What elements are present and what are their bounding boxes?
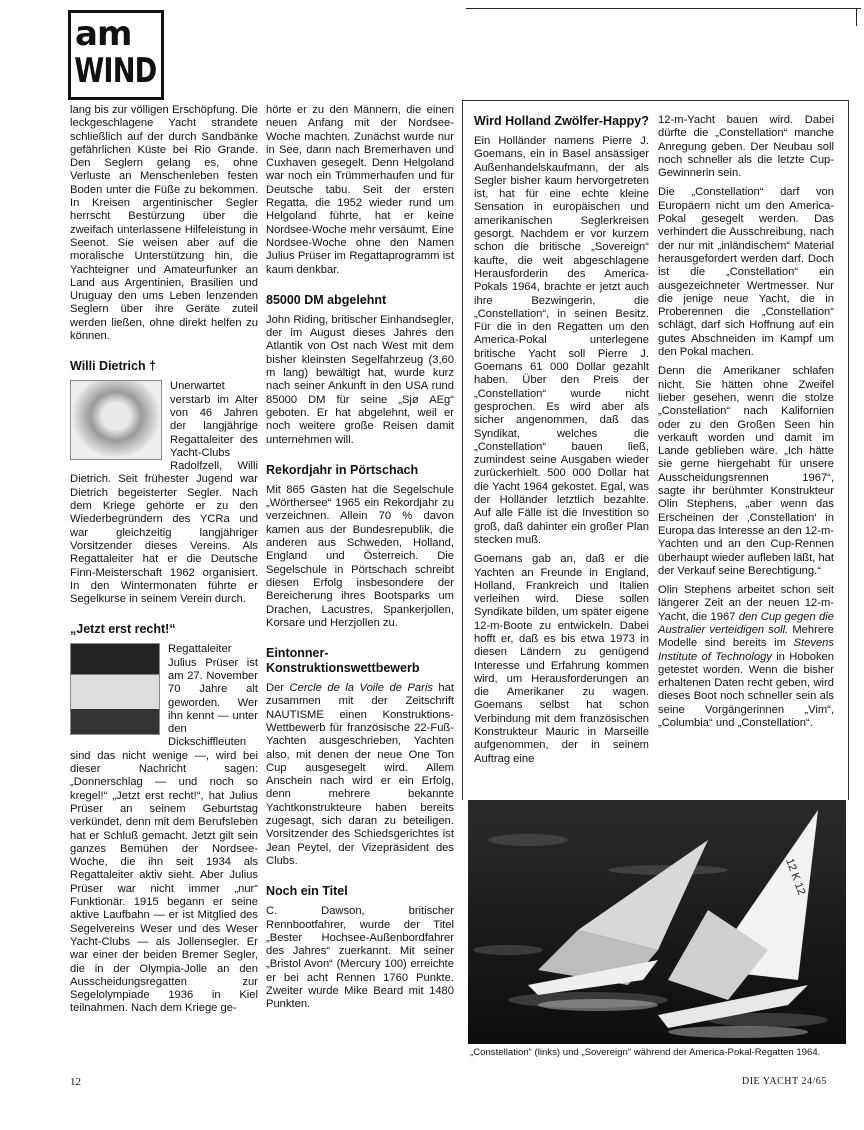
magazine-issue: DIE YACHT 24/65: [742, 1076, 827, 1087]
article-holland-4: Die „Constellation“ darf von Europäern nicht um den America-Pokal gesegelt werden. Das verhindert die Ausschreibung, nach der nur mit „inländischem“ Material herausgefordert werden darf. Doch ist die „Constellation“ ein ausgezeichneter Wertmesser. Nur die jenige neue Yacht, die in Proberennen die „Constellation“ schlägt, darf sich Hoffnung auf ein gutes Abschneiden im Kampf um den Pokal machen.: [658, 186, 834, 359]
dietrich-text: Unerwartet verstarb im Alter von 46 Jahren der langjährige Regattaleiter des Yacht-Clubs Radolfzell, Willi Dietrich. Seit frühester Jugend war Dietrich begeisterter Segler. Nach dem Kriege gehörte er zu den Wiederbegründern des YCRa und war gleichzeitig langjähriger Vorsitzender dieses Vereins. Als Regattaleiter hat er die Deutsche Finn-Meisterschaft 1962 organisiert. In den Wintermonaten führte er Segelkurse in seinem Verein durch.: [70, 380, 258, 606]
heading-jetzt-erst-recht: „Jetzt erst recht!“: [70, 622, 176, 637]
article-holland-1: Ein Holländer namens Pierre J. Goemans, ein in Basel ansässiger Außenhandelskaufmann, der als Segler bisher kaum hervorgetreten ist, hat für eine echte kleine Sensation in europäischen und amerikanischen Seglerkreisen gesorgt. Nachdem er vor kurzem schon die britische „Sovereign“ kaufte, die weit abgeschlagene Herausforderin des America-Pokals 1964, brachte er jetzt auch ihre Bezwingerin, die „Constellation“, in seinen Besitz. Für die in den Regatten um den America-Pokal unterlegene britische Yacht soll Pierre J. Goemans 61 000 Dollar gezahlt haben. Über den Preis der „Constellation“ wurde nicht gesprochen. Es wird aber als sicher angenommen, daß das Syndikat, welches die „Constellation“ bauen ließ, zumindest seine Ausgaben wieder zurückerhielt. 500 000 Dollar hat die Yacht 1964 gekostet. Egal, was der Holländer letztlich bezahlte. Auf alle Fälle ist die Investition so groß, daß dahinter ein großer Plan stecken muß.: [474, 135, 649, 546]
sail-number: 12 K 12: [783, 856, 808, 897]
photo-caption: „Constellation“ (links) und „Sovereign“ während der America-Pokal-Regatten 1964.: [470, 1047, 821, 1058]
heading-noch-ein-titel: Noch ein Titel: [266, 884, 348, 899]
p4-text-b: Mehrere Modelle sind bereits im: [658, 623, 834, 650]
logo-line-1: am: [75, 14, 132, 54]
column-1: [70, 104, 258, 1016]
portrait-photo-pruser: [70, 643, 160, 735]
eintonner-club-name: Cercle de la Voile de Paris: [289, 682, 433, 695]
yacht-race-photo: [468, 800, 846, 1044]
article-85000-dm: John Riding, britischer Einhandsegler, der im August dieses Jahres den Atlantik von Ost nach West mit dem bisher kleinsten Segelfahrzeug (3,60 m lang) bewältigt hat, wurde kurz nach seiner Ankunft in den USA rund 85000 DM für seine „Sjø AEg“ geboten. Er hat abgelehnt, weil er noch weitere große Reisen damit unternehmen will.: [266, 313, 454, 446]
top-rule: [466, 8, 861, 9]
eintonner-text-a: Der: [266, 682, 290, 695]
p4-emphasis-1: den Cup gegen die Australier verteidigen soll.: [658, 610, 834, 636]
column-2: [266, 104, 454, 1012]
top-rule-corner: [856, 8, 857, 26]
article-pruser: [70, 643, 258, 1015]
portrait-photo-dietrich: [70, 380, 162, 460]
article-holland-2: Goemans gab an, daß er die Yachten an Freunde in England, Holland, Frankreich und Italien verleihen wird. Diese sollen Syndikate bilden, um später eigene 12-m-Boote zu entwickeln. Dabei hofft er, daß es bis etwa 1973 in diesen Ländern zu genügend Interesse und Erfahrung kommen wird, um Herausforderungen an die Amerikaner zu wagen. Goemans selbst hat schon Verbindung mit dem französischen Konstrukteur Mauric in Marseille aufgenommen, der in seinem Auftrag eine: [474, 553, 649, 765]
article-continuation: lang bis zur völligen Erschöpfung. Die leckgeschlagene Yacht strandete schließlich auf der durch Sandbänke gefährlichen Küste bei Rio Grande. Den Seglern gelang es, ohne Verluste an Menschenleben festen Boden unter die Füße zu bekommen. In Kreisen argentinischer Segler herrscht Bestürzung über die zweifach unterlassene Hilfeleistung in Seenot. Sie weisen aber auf die moralische Unterstützung hin, die Yachteigner und Amateurfunker an Land aus Argentinien, Brasilien und Uruguay den ums Leben lenzenden Seglern über ihre Geräte zuteil werden ließen, ohne direkt helfen zu können.: [70, 104, 258, 343]
article-continuation-pruser: hörte er zu den Männern, die einen neuen Anfang mit der Nordsee-Woche machten. Zunächst wurde nur in See, dann nach Bremerhaven und Cuxhaven gesegelt. Denn Helgoland war noch ein Trümmerhaufen und für Deutsche tabu. Seit der ersten Regatta, die 1952 wieder rund um Helgoland führte, hat er keine Nordsee-Woche mehr versäumt. Eine Nordsee-Woche ohne den Namen Julius Prüser im Regattaprogramm ist kaum denkbar.: [266, 104, 454, 276]
eintonner-text-b: hat zusammen mit der Zeitschrift NAUTISME einen Konstruktions-Wettbewerb für französische 22-Fuß-Yachten ausgeschrieben, Yachten also, mit denen der neue One Ton Cup ausgesegelt wird. Allem Anschein nach wird er ein Erfolg, denn mehrere bekannte Yachtkonstrukteure haben bereits zugesagt, sich daran zu beteiligen. Vorsitzender des Schiedsgerichtes ist Jean Peytel, der Vizepräsident des Clubs.: [266, 682, 454, 867]
article-holland-6: [658, 584, 834, 730]
heading-dietrich: Willi Dietrich †: [70, 359, 157, 374]
heading-85000-dm: 85000 DM abgelehnt: [266, 292, 387, 307]
p4-text-a: Olin Stephens arbeitet schon seit längerer Zeit an der neuen 12-m-Yacht, die 1967: [658, 584, 834, 623]
p4-text-c: in Hoboken getestet worden. Wenn die bisher erhaltenen Daten recht geben, wird dieses Boot noch schneller sein als seine Vorgängerinnen „Vim“, „Columbia“ und „Constellation“.: [658, 650, 834, 730]
heading-wird-holland: Wird Holland Zwölfer-Happy?: [474, 114, 649, 128]
logo-line-2: WIND: [74, 51, 157, 91]
page-number: 12: [70, 1076, 81, 1088]
am-wind-logo: [68, 10, 164, 100]
article-rekordjahr: Mit 865 Gästen hat die Segelschule „Wörthersee“ 1965 ein Rekordjahr zu verzeichnen. Allein 70 % davon kamen aus der Bundesrepublik, die anderen aus Schweden, Holland, England und Österreich. Die Segelschule in Pörtschach schreibt diesen Erfolg insbesondere der Bereicherung ihres Bootsparks um Drachen, Lacustres, Spankerjollen, Korsare und Herzjollen zu.: [266, 483, 454, 629]
article-noch-ein-titel: C. Dawson, britischer Rennbootfahrer, wurde der Titel „Bester Hochsee-Außenbordfahrer des Jahres“ zuerkannt. Mit seiner „Bristol Avon“ (Mercury 100) erreichte er bei acht Rennen 1760 Punkte. Zweiter wurde Mike Beard mit 1480 Punkten.: [266, 905, 454, 1011]
column-4: [658, 114, 834, 730]
p4-emphasis-2: Stevens Institute of Technology: [658, 637, 834, 663]
column-3: [474, 114, 649, 766]
sailing-yachts-illustration: [468, 800, 846, 1044]
article-dietrich: [70, 380, 258, 606]
pruser-text: Regattaleiter Julius Prüser ist am 27. November 70 Jahre alt geworden. Wer ihn kennt — unter den Dickschiffleuten sind das nicht wenige —, wird bei dieser Nachricht sagen: „Donnerschlag — und noch so kregel!“ „Jetzt erst recht!“, hat Julius Prüser an seinem Geburtstag verkündet, denn mit dem Berufsleben hat er Schluß gemacht. Jetzt gilt sein ganzes Bemühen der Nordsee-Woche, die ihn seit 1934 als Regattaleiter aktiv sieht. Aber Julius Prüser war nicht immer „nur“ Funktionär. 1915 begann er seine aktive Laufbahn — er ist Mitglied des Segelvereins Weser und des Weser Yacht-Clubs — als Jollensegler. Er war einer der beiden Bremer Segler, die in der Olympia-Jolle an den Ausscheidungsregatten zur Segelolympiade 1936 in Kiel teilnahmen. Nach dem Kriege ge-: [70, 643, 258, 1015]
heading-eintonner: Eintonner-Konstruktionswettbewerb: [266, 646, 420, 676]
article-holland-3: 12-m-Yacht bauen wird. Dabei dürfte die „Constellation“ manche Anregung geben. Der Neubau soll noch schneller als die letzte Cup-Gewinnerin sein.: [658, 114, 834, 180]
article-eintonner: [266, 682, 454, 868]
heading-rekordjahr: Rekordjahr in Pörtschach: [266, 462, 419, 477]
article-holland-5: Denn die Amerikaner schlafen nicht. Sie hätten ohne Zweifel lieber gesehen, wenn die stolze „Constellation“ nach Kalifornien oder zu den Großen Seen hin verkauft worden und damit im Lande geblieben wäre. „Ich hätte sie gerne hiergehabt für unsere Ausscheidungsrennen 1967“, sagte ihr berühmter Konstrukteur Olin Stephens, „aber wenn das Erscheinen der ‚Constellation‘ in Europa das Interesse an den 12-m-Yachten und an den Cup-Rennen überhaupt wieder aufleben läßt, hat der Verkauf seine Berechtigung.“: [658, 365, 835, 577]
